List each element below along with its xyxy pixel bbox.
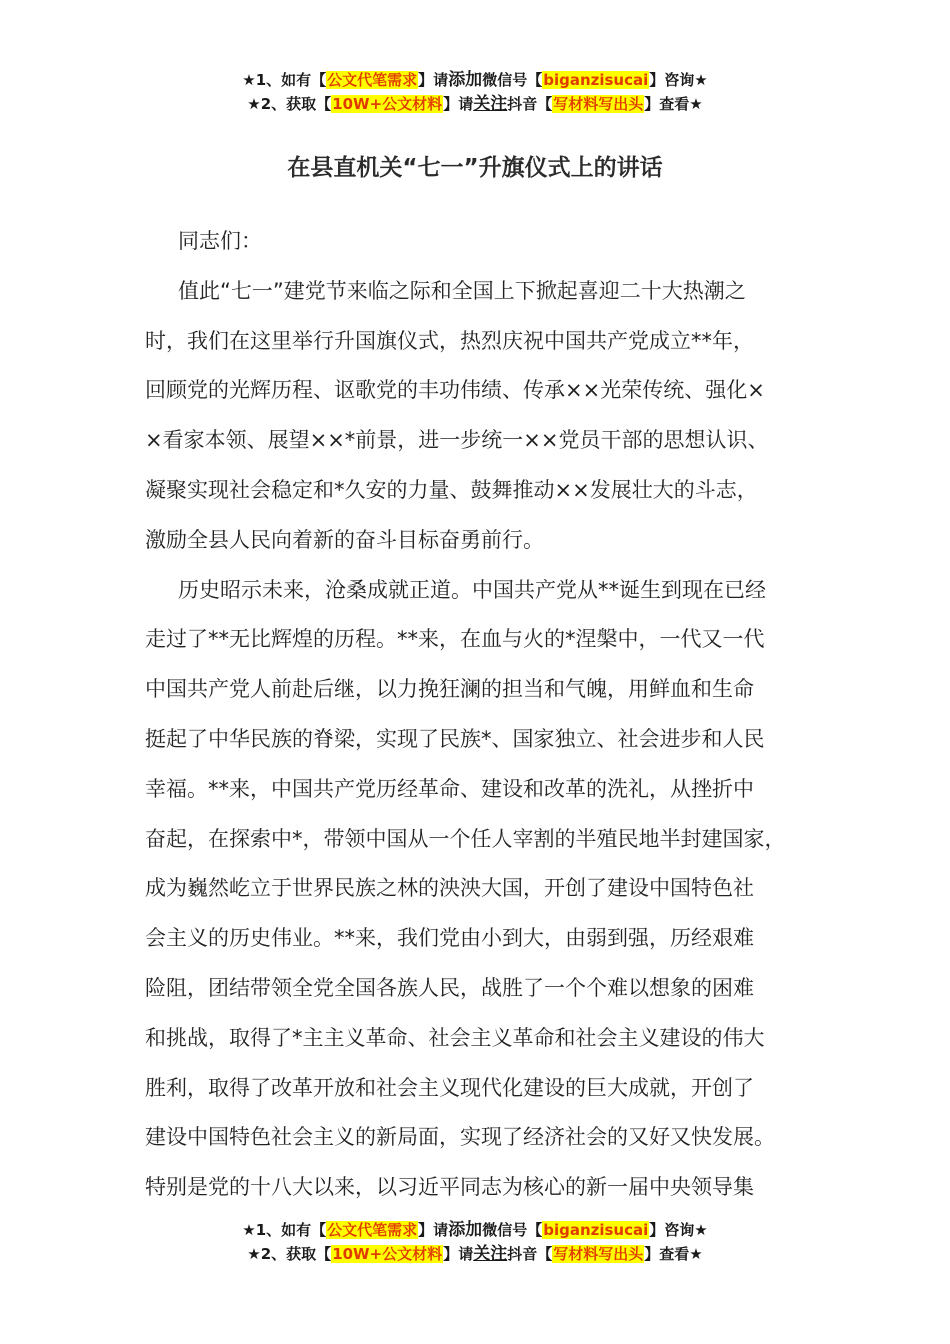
banner-text: 】请	[443, 95, 474, 113]
document-title: 在县直机关“七一”升旗仪式上的讲话	[287, 155, 663, 181]
banner-text: 】请	[418, 71, 449, 89]
banner-text: 】咨询★	[649, 1221, 708, 1239]
banner-highlight: 10W+公文材料	[332, 1245, 443, 1263]
paragraph-line: 中国共产党人前赴后继，以力挽狂澜的担当和气魄，用鲜血和生命	[145, 677, 754, 702]
bottom-banner	[0, 1218, 950, 1266]
paragraph-line: 胜利，取得了改革开放和社会主义现代化建设的巨大成就，开创了	[145, 1075, 754, 1100]
banner-line-1	[0, 1218, 950, 1242]
banner-highlight: 10W+公文材料	[332, 95, 443, 113]
banner-highlight: 公文代笔需求	[327, 71, 418, 89]
banner-douyin-id: 写材料写出头	[553, 1245, 644, 1263]
paragraph-1	[145, 267, 810, 566]
paragraph-line: 成为巍然屹立于世界民族之林的泱泱大国，开创了建设中国特色社	[145, 876, 754, 901]
banner-emphasis: 添加	[448, 70, 483, 90]
paragraph-line: 会主义的历史伟业。**来，我们党由小到大，由弱到强，历经艰难	[145, 926, 754, 951]
banner-line-2	[0, 92, 950, 116]
salutation: 同志们：	[178, 229, 262, 253]
paragraph-2	[145, 566, 810, 1213]
paragraph-line: 激励全县人民向着新的奋斗目标奋勇前行。	[145, 527, 544, 552]
banner-text: 微信号【	[482, 1221, 543, 1239]
paragraph-line: 时，我们在这里举行升国旗仪式，热烈庆祝中国共产党成立**年，	[145, 328, 754, 353]
paragraph-line: 凝聚实现社会稳定和*久安的力量、鼓舞推动××发展壮大的斗志，	[145, 477, 758, 502]
banner-line-2	[0, 1242, 950, 1266]
banner-douyin-id: 写材料写出头	[553, 95, 644, 113]
banner-text: ★2、获取【	[247, 1245, 332, 1263]
banner-text: 微信号【	[482, 71, 543, 89]
paragraph-line: ×看家本领、展望××*前景，进一步统一××党员干部的思想认识、	[145, 428, 769, 453]
paragraph-line: 和挑战，取得了*主主义革命、社会主义革命和社会主义建设的伟大	[145, 1025, 765, 1050]
banner-text: 抖音【	[507, 95, 553, 113]
paragraph-line: 回顾党的光辉历程、讴歌党的丰功伟绩、传承××光荣传统、强化×	[145, 378, 765, 403]
banner-text: 抖音【	[507, 1245, 553, 1263]
paragraph-line: 走过了**无比辉煌的历程。**来，在血与火的*涅槃中，一代又一代	[145, 627, 765, 652]
paragraph-line: 奋起，在探索中*，带领中国从一个任人宰割的半殖民地半封建国家，	[145, 826, 786, 851]
paragraph-line: 幸福。**来，中国共产党历经革命、建设和改革的洗礼，从挫折中	[145, 776, 754, 801]
paragraph-line: 特别是党的十八大以来，以习近平同志为核心的新一届中央领导集	[145, 1175, 754, 1200]
banner-emphasis: 关注	[473, 94, 508, 114]
paragraph-line: 历史昭示未来，沧桑成就正道。中国共产党从**诞生到现在已经	[178, 577, 766, 602]
banner-text: ★1、如有【	[242, 1221, 327, 1239]
paragraph-line: 值此“七一”建党节来临之际和全国上下掀起喜迎二十大热潮之	[178, 278, 746, 303]
banner-text: 】查看★	[644, 95, 703, 113]
banner-emphasis: 添加	[448, 1220, 483, 1240]
banner-wechat-id: biganzisucai	[543, 1221, 649, 1239]
banner-text: 】查看★	[644, 1245, 703, 1263]
banner-emphasis: 关注	[473, 1244, 508, 1264]
banner-line-1	[0, 68, 950, 92]
banner-text: 】请	[443, 1245, 474, 1263]
banner-highlight: 公文代笔需求	[327, 1221, 418, 1239]
document-body	[145, 217, 810, 1213]
paragraph-line: 挺起了中华民族的脊梁，实现了民族*、国家独立、社会进步和人民	[145, 726, 765, 751]
banner-text: ★2、获取【	[247, 95, 332, 113]
top-banner	[0, 68, 950, 116]
banner-text: ★1、如有【	[242, 71, 327, 89]
banner-text: 】咨询★	[649, 71, 708, 89]
banner-wechat-id: biganzisucai	[543, 71, 649, 89]
paragraph-line: 建设中国特色社会主义的新局面，实现了经济社会的又好又快发展。	[145, 1125, 775, 1150]
banner-text: 】请	[418, 1221, 449, 1239]
paragraph-line: 险阻，团结带领全党全国各族人民，战胜了一个个难以想象的困难	[145, 975, 754, 1000]
